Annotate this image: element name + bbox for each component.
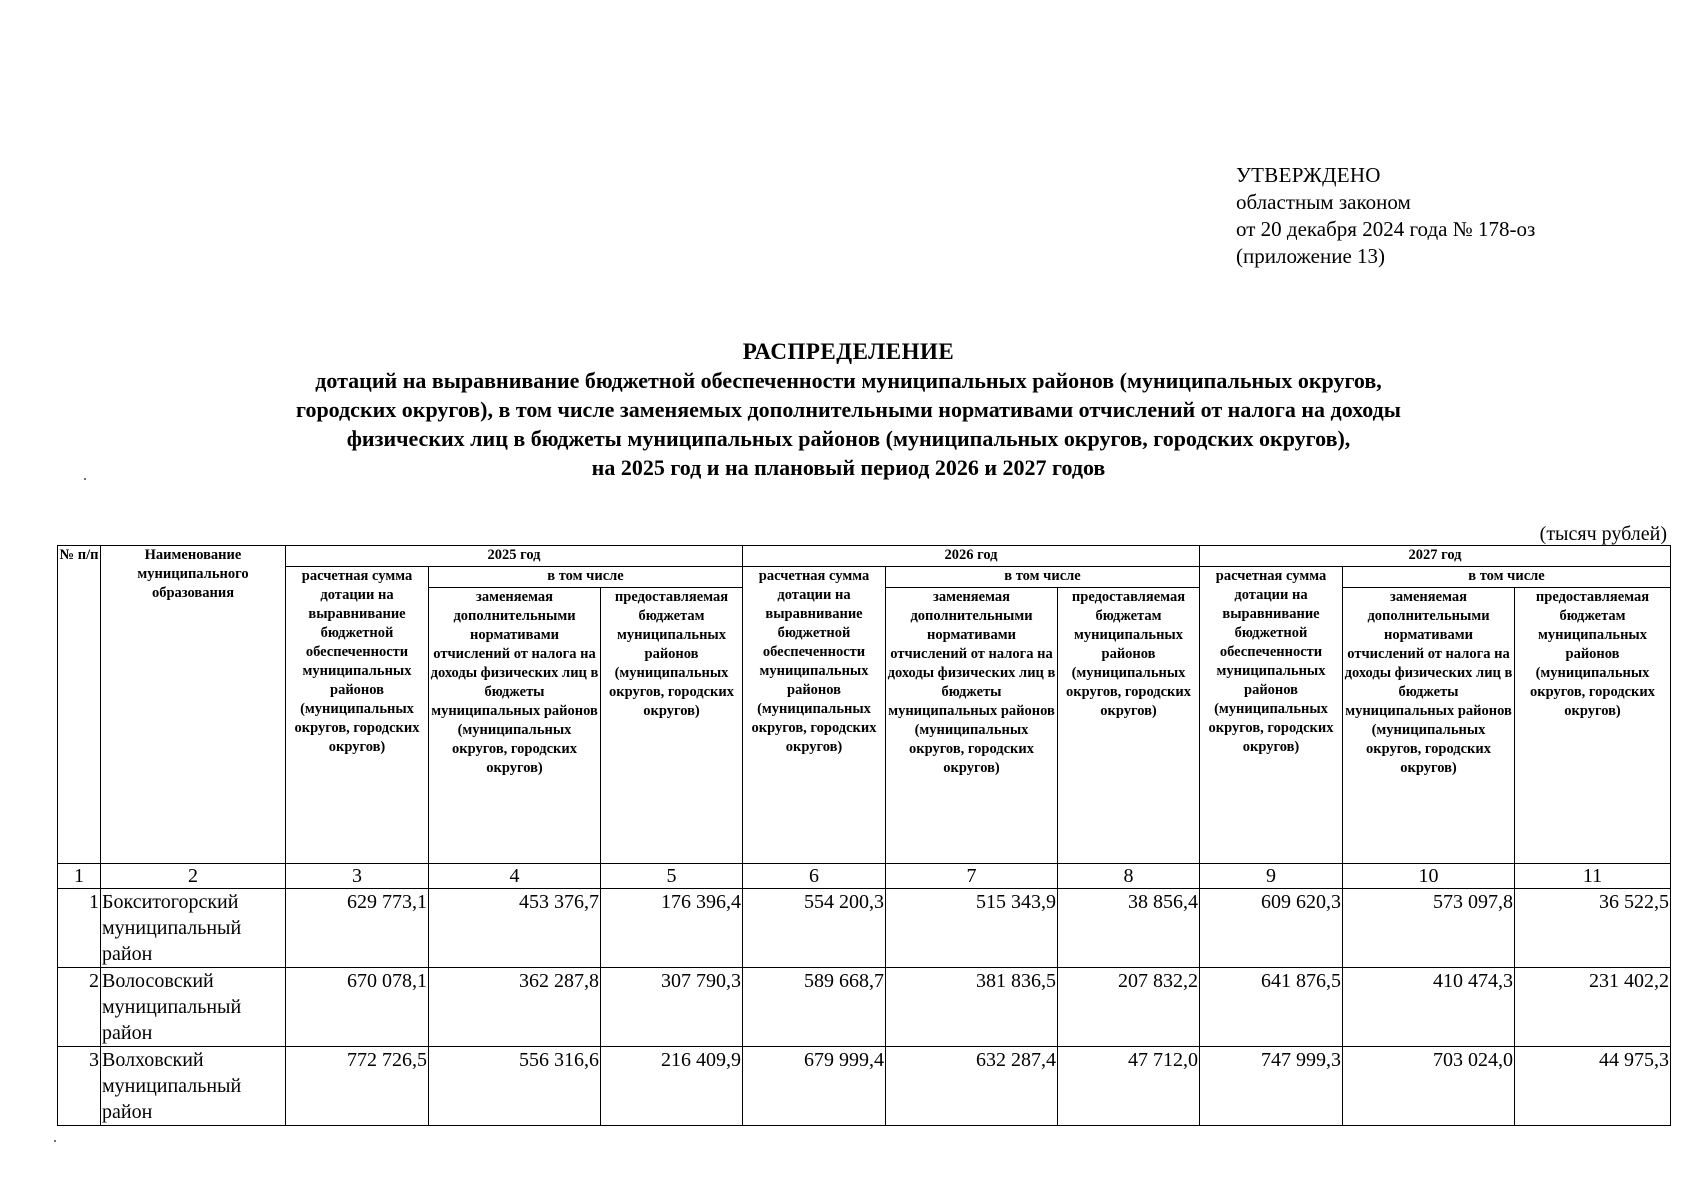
value-cell: 772 726,5 <box>286 1047 429 1126</box>
column-number: 4 <box>429 864 601 889</box>
municipality-name: Волосовский муниципальный район <box>101 968 286 1047</box>
row-number: 3 <box>58 1047 101 1126</box>
table-row <box>58 968 1671 1047</box>
value-cell: 641 876,5 <box>1200 968 1343 1047</box>
row-number: 2 <box>58 968 101 1047</box>
value-cell: 679 999,4 <box>743 1047 886 1126</box>
value-cell: 410 474,3 <box>1343 968 1515 1047</box>
column-number: 1 <box>58 864 101 889</box>
header-calc-sum: расчетная сумма дотации на выравнивание бюджетной обеспеченности муниципальных районов (муниципальных округов, городских округов) <box>286 567 429 864</box>
value-cell: 554 200,3 <box>743 889 886 968</box>
header-including: в том числе <box>886 567 1200 588</box>
table-row <box>58 889 1671 968</box>
value-cell: 670 078,1 <box>286 968 429 1047</box>
value-cell: 307 790,3 <box>601 968 743 1047</box>
header-year-2025: 2025 год <box>286 546 743 567</box>
approval-line: от 20 декабря 2024 года № 178-оз <box>1236 217 1536 241</box>
municipality-name: Бокситогорский муниципальный район <box>101 889 286 968</box>
distribution-table <box>57 545 1671 1126</box>
column-number: 2 <box>101 864 286 889</box>
header-year-2027: 2027 год <box>1200 546 1671 567</box>
municipality-name: Волховский муниципальный район <box>101 1047 286 1126</box>
value-cell: 632 287,4 <box>886 1047 1058 1126</box>
value-cell: 207 832,2 <box>1058 968 1200 1047</box>
title-line: дотаций на выравнивание бюджетной обеспеченности муниципальных районов (муниципальных округов, <box>315 368 1382 393</box>
title-line: физических лиц в бюджеты муниципальных районов (муниципальных округов, городских округов), <box>346 426 1351 451</box>
header-name: Наименование муниципального образования <box>101 546 286 864</box>
column-number: 6 <box>743 864 886 889</box>
column-number: 3 <box>286 864 429 889</box>
value-cell: 629 773,1 <box>286 889 429 968</box>
column-number-row <box>58 864 1671 889</box>
title-line: городских округов), в том числе заменяемых дополнительными нормативами отчислений от налога на доходы <box>296 397 1401 422</box>
column-number: 8 <box>1058 864 1200 889</box>
value-cell: 216 409,9 <box>601 1047 743 1126</box>
column-number: 11 <box>1515 864 1671 889</box>
value-cell: 38 856,4 <box>1058 889 1200 968</box>
header-number: № п/п <box>58 546 101 864</box>
value-cell: 36 522,5 <box>1515 889 1671 968</box>
value-cell: 573 097,8 <box>1343 889 1515 968</box>
header-year-2026: 2026 год <box>743 546 1200 567</box>
header-including: в том числе <box>1343 567 1671 588</box>
value-cell: 231 402,2 <box>1515 968 1671 1047</box>
title-line: на 2025 год и на плановый период 2026 и 2027 годов <box>591 455 1106 480</box>
table-row <box>58 1047 1671 1126</box>
column-number: 9 <box>1200 864 1343 889</box>
document-title <box>0 337 1697 482</box>
header-calc-sum: расчетная сумма дотации на выравнивание бюджетной обеспеченности муниципальных районов (муниципальных округов, городских округов) <box>1200 567 1343 864</box>
value-cell: 47 712,0 <box>1058 1047 1200 1126</box>
header-replaced: заменяемая дополнительными нормативами отчислений от налога на доходы физических лиц в бюджеты муниципальных районов (муниципальных округов, городских округов) <box>1343 588 1515 864</box>
column-number: 7 <box>886 864 1058 889</box>
value-cell: 589 668,7 <box>743 968 886 1047</box>
value-cell: 176 396,4 <box>601 889 743 968</box>
title-main: РАСПРЕДЕЛЕНИЕ <box>742 339 955 364</box>
column-number: 5 <box>601 864 743 889</box>
approval-line: (приложение 13) <box>1236 244 1386 268</box>
header-calc-sum: расчетная сумма дотации на выравнивание бюджетной обеспеченности муниципальных районов (муниципальных округов, городских округов) <box>743 567 886 864</box>
value-cell: 703 024,0 <box>1343 1047 1515 1126</box>
header-replaced: заменяемая дополнительными нормативами отчислений от налога на доходы физических лиц в бюджеты муниципальных районов (муниципальных округов, городских округов) <box>886 588 1058 864</box>
scan-speck <box>84 478 86 480</box>
header-replaced: заменяемая дополнительными нормативами отчислений от налога на доходы физических лиц в бюджеты муниципальных районов (муниципальных округов, городских округов) <box>429 588 601 864</box>
scan-speck <box>54 1140 56 1142</box>
value-cell: 556 316,6 <box>429 1047 601 1126</box>
value-cell: 609 620,3 <box>1200 889 1343 968</box>
value-cell: 515 343,9 <box>886 889 1058 968</box>
approval-line: областным законом <box>1236 190 1411 214</box>
value-cell: 747 999,3 <box>1200 1047 1343 1126</box>
value-cell: 453 376,7 <box>429 889 601 968</box>
units-label: (тысяч рублей) <box>1539 523 1667 545</box>
header-provided: предоставляемая бюджетам муниципальных районов (муниципальных округов, городских округов) <box>601 588 743 864</box>
approval-heading: УТВЕРЖДЕНО <box>1236 163 1381 187</box>
header-provided: предоставляемая бюджетам муниципальных районов (муниципальных округов, городских округов) <box>1058 588 1200 864</box>
header-provided: предоставляемая бюджетам муниципальных районов (муниципальных округов, городских округов) <box>1515 588 1671 864</box>
approval-stamp <box>1236 162 1535 270</box>
row-number: 1 <box>58 889 101 968</box>
value-cell: 362 287,8 <box>429 968 601 1047</box>
column-number: 10 <box>1343 864 1515 889</box>
value-cell: 381 836,5 <box>886 968 1058 1047</box>
value-cell: 44 975,3 <box>1515 1047 1671 1126</box>
header-including: в том числе <box>429 567 743 588</box>
